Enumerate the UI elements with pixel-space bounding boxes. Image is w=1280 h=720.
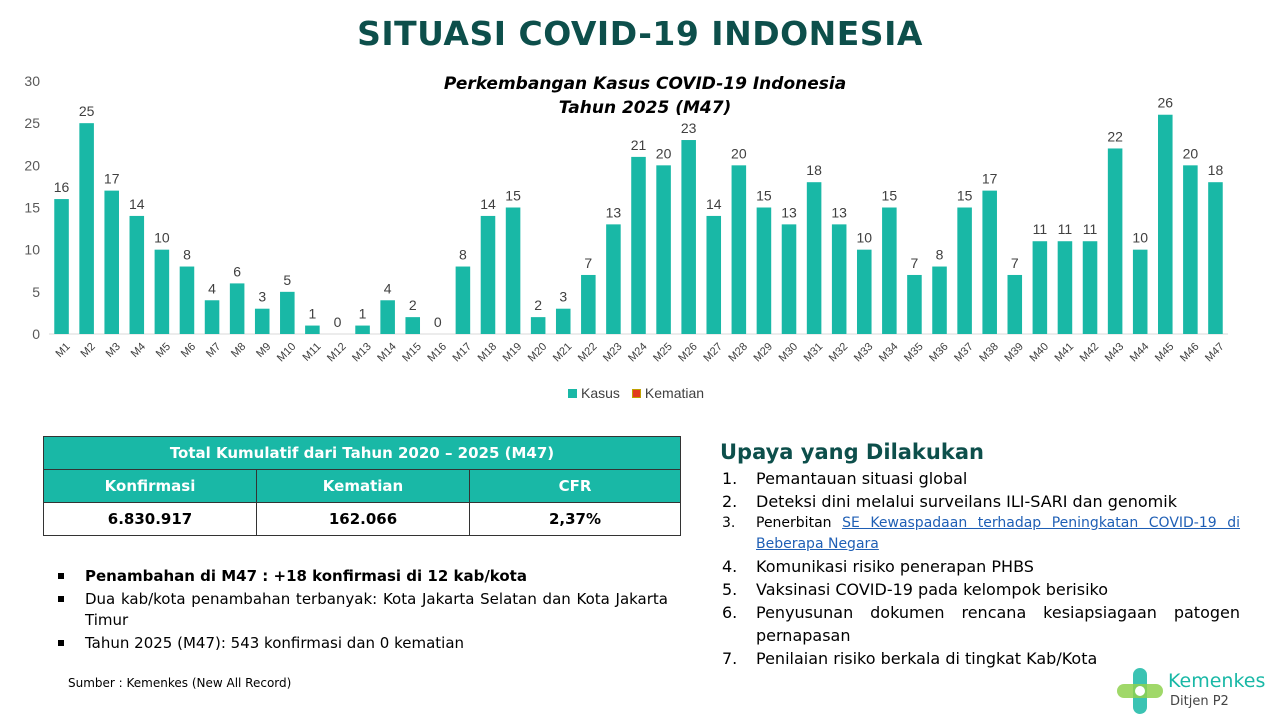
upaya-title: Upaya yang Dilakukan [720,440,984,464]
bar-kasus [456,267,471,334]
bar-data-label: 22 [1107,128,1123,145]
bar-data-label: 18 [1207,162,1224,179]
bar-data-label: 21 [630,136,647,153]
bar-data-label: 20 [655,145,672,162]
bar-kasus [706,216,721,334]
bar-data-label: 13 [831,204,847,221]
x-tick-label: M13 [350,340,374,365]
bar-kasus [130,216,145,334]
x-tick-label: M41 [1052,340,1077,365]
x-tick-label: M44 [1127,340,1152,365]
x-tick-label: M25 [651,340,675,365]
bar-kasus [732,165,747,334]
y-tick-label: 30 [24,73,40,89]
y-tick-label: 15 [24,199,40,216]
x-tick-label: M6 [178,340,199,361]
bar-kasus [1183,165,1198,334]
value-konfirmasi: 6.830.917 [44,503,257,536]
bar-data-label: 17 [103,170,120,187]
upaya-num: 5. [722,580,738,599]
bar-data-label: 10 [856,229,873,246]
bar-kasus [1133,250,1148,334]
upaya-item [722,513,1240,555]
x-tick-label: M10 [274,340,299,365]
value-kematian: 162.066 [257,503,470,536]
bar-data-label: 15 [756,187,772,204]
bar-data-label: 25 [78,103,95,120]
upaya-text: Penyusunan dokumen rencana kesiapsiagaan patogen pernapasan [756,603,1240,645]
cumulative-table-title: Total Kumulatif dari Tahun 2020 – 2025 (M47) [44,437,681,470]
y-tick-label: 20 [24,157,40,174]
x-tick-label: M20 [525,340,550,365]
bar-data-label: 7 [910,254,919,271]
logo-name: Kemenkes [1168,670,1266,692]
upaya-num: 3. [722,515,736,531]
note-item: Penambahan di M47 : +18 konfirmasi di 12 kab/kota [58,566,668,587]
x-tick-label: M12 [325,340,349,365]
chart-title-line1: Perkembangan Kasus COVID-19 Indonesia [443,74,847,94]
upaya-text: Penilaian risiko berkala di tingkat Kab/Kota [756,649,1098,668]
chart-title-line2: Tahun 2025 (M47) [558,98,732,118]
logo-sub: Ditjen P2 [1170,694,1229,709]
bar-data-label: 13 [781,204,797,221]
bar-kasus [982,191,997,334]
bar-data-label: 8 [459,246,467,263]
x-tick-label: M32 [826,340,851,365]
x-tick-label: M17 [450,340,475,365]
x-tick-label: M23 [601,340,625,365]
x-tick-label: M21 [550,340,575,365]
x-tick-label: M47 [1203,340,1227,365]
bar-kasus [857,250,872,334]
upaya-item [722,555,1240,578]
x-tick-label: M5 [153,340,174,361]
bar-data-label: 15 [881,187,898,204]
bar-data-label: 7 [1010,254,1019,271]
bar-kasus [205,300,220,334]
x-tick-label: M45 [1152,340,1177,365]
x-tick-label: M43 [1102,340,1127,365]
note-item: Dua kab/kota penambahan terbanyak: Kota Jakarta Selatan dan Kota Jakarta Timur [58,589,668,631]
bar-data-label: 10 [1132,229,1148,246]
x-tick-label: M8 [229,340,249,361]
bar-kasus [1033,241,1048,334]
upaya-text: Pemantauan situasi global [756,469,968,488]
upaya-list [722,467,1240,670]
bar-kasus [882,208,897,335]
bar-kasus [757,208,772,335]
bar-kasus [1158,115,1173,334]
bar-kasus [581,275,596,334]
x-tick-label: M28 [726,340,751,365]
bar-data-label: 11 [1082,221,1098,238]
x-tick-label: M2 [78,340,98,361]
x-tick-label: M7 [203,340,224,361]
upaya-num: 7. [722,649,738,668]
bar-kasus [155,250,170,334]
bar-data-label: 20 [1182,145,1199,162]
notes-list [58,566,668,656]
x-tick-label: M39 [1002,340,1026,365]
y-tick-label: 5 [32,283,40,300]
bar-data-label: 4 [383,280,392,297]
x-tick-label: M33 [851,340,876,365]
upaya-item [722,578,1240,601]
bar-data-label: 15 [505,187,521,204]
bar-kasus [832,224,847,334]
header-kematian: Kematian [257,470,470,503]
x-tick-label: M3 [103,340,123,361]
bar-kasus [932,267,947,334]
bar-kasus [957,208,972,335]
bar-kasus [907,275,922,334]
x-tick-label: M9 [254,340,274,361]
bar-data-label: 3 [258,288,267,305]
bar-kasus [1083,241,1098,334]
bar-kasus [807,182,822,334]
x-tick-label: M46 [1177,340,1202,365]
x-tick-label: M24 [626,340,650,365]
bar-data-label: 14 [480,195,496,212]
bar-data-label: 11 [1057,221,1073,238]
upaya-item [722,467,1240,490]
source-note: Sumber : Kemenkes (New All Record) [68,676,292,690]
x-tick-label: M38 [977,340,1001,365]
bar-kasus [355,326,370,334]
bar-kasus [180,267,195,334]
x-tick-label: M18 [475,340,500,365]
bar-data-label: 15 [956,187,973,204]
x-tick-label: M36 [927,340,951,365]
bar-data-label: 0 [333,314,342,330]
x-tick-label: M14 [375,340,399,365]
bar-data-label: 11 [1032,221,1048,238]
upaya-text-prefix: Penerbitan [756,515,843,531]
upaya-item [722,490,1240,513]
bar-kasus [606,224,621,334]
legend-swatch-kasus [568,389,577,398]
chart-legend [568,385,712,401]
upaya-text [756,513,1240,555]
bar-data-label: 16 [53,179,70,196]
bar-data-label: 23 [680,120,697,137]
header-cfr: CFR [470,470,681,503]
bar-data-label: 1 [358,305,367,322]
bar-data-label: 13 [605,204,622,221]
bar-data-label: 7 [584,254,593,271]
x-tick-label: M34 [876,340,901,365]
bar-data-label: 3 [559,288,568,305]
header-konfirmasi: Konfirmasi [44,470,257,503]
upaya-text: Vaksinasi COVID-19 pada kelompok berisiko [756,580,1109,599]
x-tick-label: M42 [1077,340,1102,365]
bar-kasus [1208,182,1223,334]
bar-data-label: 5 [283,271,292,288]
x-tick-label: M35 [902,340,926,365]
x-tick-label: M1 [53,340,73,361]
bar-data-label: 8 [935,246,944,263]
bar-data-label: 26 [1157,94,1174,111]
upaya-num: 4. [722,557,738,576]
bar-data-label: 17 [981,170,998,187]
bar-kasus [481,216,496,334]
bar-kasus [380,300,395,334]
bar-kasus [782,224,797,334]
note-item: Tahun 2025 (M47): 543 konfirmasi dan 0 kematian [58,633,668,654]
x-tick-label: M30 [776,340,801,365]
upaya-item [722,601,1240,647]
bar-data-label: 20 [731,145,747,162]
x-tick-label: M27 [701,340,725,365]
x-tick-label: M15 [400,340,424,365]
bar-data-label: 2 [534,297,543,314]
legend-swatch-kematian [632,389,641,398]
bar-data-label: 1 [308,305,317,322]
bar-data-label: 6 [233,263,242,280]
bar-data-label: 0 [433,314,442,330]
bar-data-label: 2 [408,297,417,314]
upaya-text: Deteksi dini melalui surveilans ILI-SARI dan genomik [756,492,1177,511]
x-tick-label: M37 [952,340,976,365]
y-tick-label: 10 [24,241,40,258]
bar-data-label: 8 [183,246,191,263]
x-tick-label: M40 [1027,340,1052,365]
bar-kasus [230,283,245,334]
x-tick-label: M31 [801,340,826,365]
bar-kasus [531,317,546,334]
legend-label-kasus: Kasus [581,385,620,401]
upaya-num: 6. [722,603,738,622]
bar-kasus [556,309,571,334]
x-tick-label: M22 [575,340,600,365]
legend-label-kematian: Kematian [644,385,705,401]
upaya-num: 1. [722,469,738,488]
bar-data-label: 4 [208,280,216,297]
bar-kasus [305,326,320,334]
kemenkes-logo-icon [1116,666,1164,716]
bar-data-label: 14 [129,195,145,212]
bar-kasus [280,292,295,334]
bar-kasus [1108,148,1123,334]
bar-kasus [681,140,696,334]
kemenkes-logo [1116,666,1276,716]
bar-kasus [506,208,521,335]
cumulative-table [43,436,681,536]
x-tick-label: M19 [500,340,525,365]
bar-kasus [255,309,270,334]
value-cfr: 2,37% [470,503,681,536]
bar-data-label: 18 [806,162,822,179]
upaya-text: Komunikasi risiko penerapan PHBS [756,557,1034,576]
bar-kasus [1008,275,1023,334]
bar-data-label: 10 [154,229,170,246]
x-tick-label: M11 [300,340,324,364]
bar-kasus [631,157,646,334]
x-tick-label: M4 [128,340,149,361]
y-tick-label: 0 [32,326,40,342]
x-tick-label: M29 [751,340,776,365]
page-title: SITUASI COVID-19 INDONESIA [357,14,923,53]
upaya-num: 2. [722,492,738,511]
bar-kasus [1058,241,1073,334]
bar-kasus [54,199,69,334]
bar-kasus [405,317,420,334]
x-tick-label: M26 [676,340,700,365]
se-kewaspadaan-link[interactable]: SE Kewaspadaan terhadap Peningkatan COVID-19 di Beberapa Negara [756,515,1241,552]
bar-kasus [104,191,119,334]
x-tick-label: M16 [425,340,450,365]
bar-kasus [79,123,94,334]
bar-chart [0,60,1280,380]
y-tick-label: 25 [24,115,40,132]
bar-data-label: 14 [705,195,722,212]
bar-kasus [656,165,671,334]
